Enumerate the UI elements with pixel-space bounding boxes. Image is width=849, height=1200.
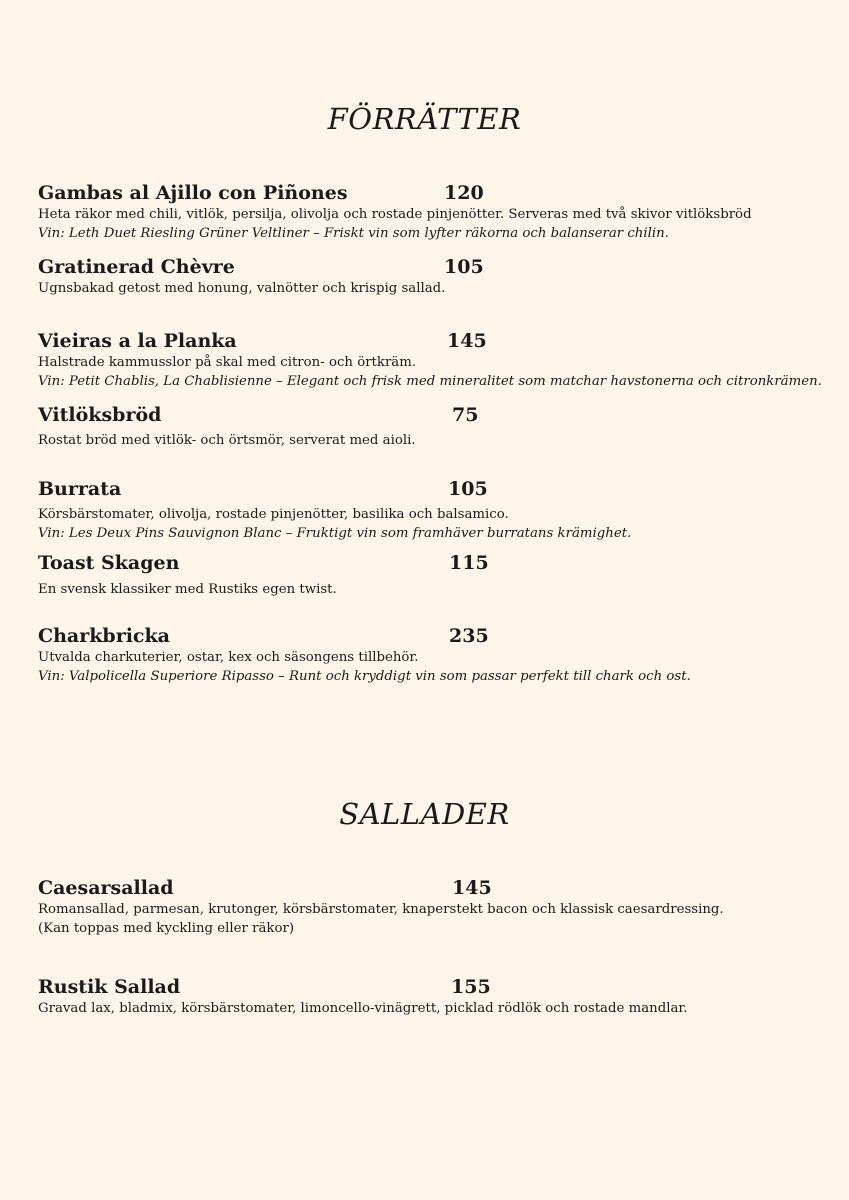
section-title-sallader: SALLADER	[339, 797, 510, 831]
item-price: 105	[448, 478, 488, 500]
wine-text: : Les Deux Pins Sauvignon Blanc – Fruktigt vin som framhäver burratans krämighet.	[60, 526, 632, 541]
wine-text: : Valpolicella Superiore Ripasso – Runt och kryddigt vin som passar perfekt till chark och ost.	[60, 669, 691, 684]
menu-item-rustik-sallad	[38, 975, 828, 1018]
item-price: 115	[449, 552, 489, 574]
item-name: Gratinerad Chèvre	[38, 256, 235, 278]
menu-item-gambas	[38, 181, 828, 243]
menu-item-toast-skagen	[38, 551, 828, 599]
menu-item-vieiras	[38, 329, 828, 391]
item-description: Rostat bröd med vitlök- och örtsmör, serverat med aioli.	[38, 433, 416, 448]
item-wine	[38, 667, 828, 686]
menu-item-chevre	[38, 255, 828, 298]
item-name: Burrata	[38, 478, 122, 500]
menu-item-burrata	[38, 477, 828, 543]
item-name: Gambas al Ajillo con Piñones	[38, 182, 348, 204]
item-price: 145	[447, 330, 487, 352]
item-name: Caesarsallad	[38, 877, 174, 899]
wine-label: Vin	[38, 526, 61, 541]
item-note: (Kan toppas med kyckling eller räkor)	[38, 921, 295, 936]
wine-label: Vin	[38, 374, 61, 389]
item-description: En svensk klassiker med Rustiks egen twist.	[38, 582, 337, 597]
wine-text: : Leth Duet Riesling Grüner Veltliner – Friskt vin som lyfter räkorna och balanserar chilin.	[60, 226, 669, 241]
menu-item-vitloksbrod	[38, 403, 828, 450]
item-name: Vieiras a la Planka	[38, 330, 237, 352]
menu-item-charkbricka	[38, 624, 828, 686]
menu-item-caesarsallad	[38, 876, 828, 938]
item-price: 105	[444, 256, 484, 278]
item-description: Heta räkor med chili, vitlök, persilja, olivolja och rostade pinjenötter. Serveras med två skivor vitlöksbröd	[38, 207, 752, 222]
wine-text: : Petit Chablis, La Chablisienne – Elegant och frisk med mineralitet som matchar havstonerna och citronkrämen.	[60, 374, 822, 389]
item-wine	[38, 224, 828, 243]
item-price: 120	[444, 182, 484, 204]
item-name: Toast Skagen	[38, 552, 180, 574]
item-description: Romansallad, parmesan, krutonger, körsbärstomater, knaperstekt bacon och klassisk caesardressing.	[38, 902, 724, 917]
item-price: 75	[452, 404, 479, 426]
wine-label: Vin	[38, 669, 61, 684]
item-name: Rustik Sallad	[38, 976, 181, 998]
item-description: Halstrade kammusslor på skal med citron- och örtkräm.	[38, 355, 417, 370]
item-price: 145	[452, 877, 492, 899]
item-name: Charkbricka	[38, 625, 170, 647]
item-wine	[38, 372, 828, 391]
item-description: Utvalda charkuterier, ostar, kex och säsongens tillbehör.	[38, 650, 419, 665]
item-price: 235	[449, 625, 489, 647]
wine-label: Vin	[38, 226, 61, 241]
item-description: Ugnsbakad getost med honung, valnötter och krispig sallad.	[38, 281, 446, 296]
item-name: Vitlöksbröd	[38, 404, 162, 426]
item-description: Gravad lax, bladmix, körsbärstomater, limoncello-vinägrett, picklad rödlök och rostade mandlar.	[38, 1001, 688, 1016]
item-price: 155	[451, 976, 491, 998]
item-description: Körsbärstomater, olivolja, rostade pinjenötter, basilika och balsamico.	[38, 507, 509, 522]
item-wine	[38, 524, 828, 543]
section-title-forratter: FÖRRÄTTER	[327, 102, 522, 136]
